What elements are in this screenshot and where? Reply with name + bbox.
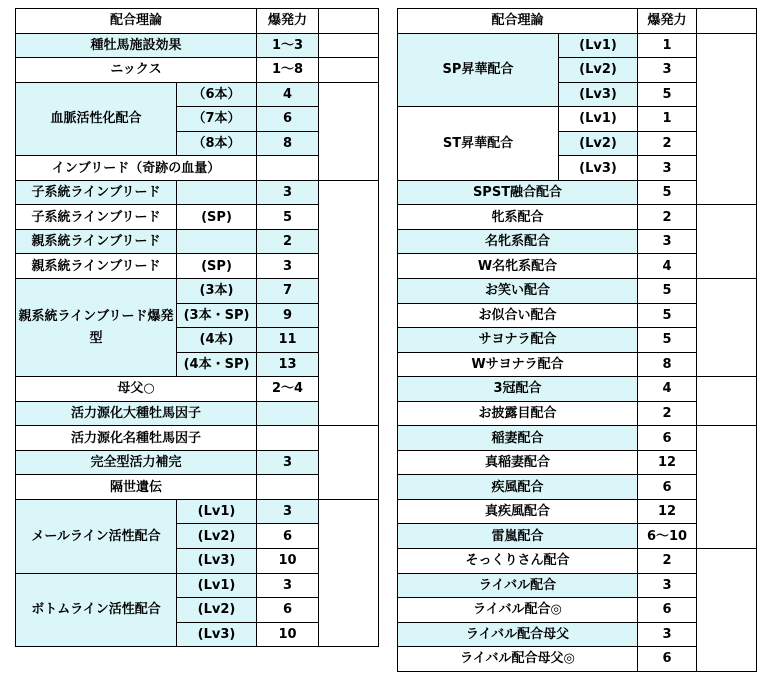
row-value: 6: [257, 524, 319, 549]
header-power: 爆発力: [257, 9, 319, 34]
row-name: 親系統ラインブリード: [16, 229, 177, 254]
row-value: 3: [638, 229, 697, 254]
row-sub: （8本）: [177, 131, 257, 156]
row-name: 雷嵐配合: [398, 524, 638, 549]
row-value: 3: [257, 573, 319, 598]
row-name: お笑い配合: [398, 279, 638, 304]
row-name: 血脈活性化配合: [16, 82, 177, 156]
table-row: [398, 377, 757, 402]
row-sub: [177, 229, 257, 254]
row-name: 牝系配合: [398, 205, 638, 230]
row-value: 10: [257, 622, 319, 647]
row-name: SPST融合配合: [398, 180, 638, 205]
row-name: 真稲妻配合: [398, 450, 638, 475]
row-name: ライバル配合◎: [398, 598, 638, 623]
header-theory: 配合理論: [398, 9, 638, 34]
row-empty: [319, 180, 379, 425]
row-value: 5: [638, 180, 697, 205]
row-sub: (4本・SP): [177, 352, 257, 377]
row-empty: [319, 33, 379, 58]
row-value: [257, 401, 319, 426]
row-name: ライバル配合: [398, 573, 638, 598]
row-name: 子系統ラインブリード: [16, 205, 177, 230]
row-value: 6: [638, 475, 697, 500]
row-name: ライバル配合母父: [398, 622, 638, 647]
row-sub: (Lv2): [559, 58, 638, 83]
row-name: 隔世遺伝: [16, 475, 257, 500]
row-value: 10: [257, 549, 319, 574]
table-row: [16, 426, 379, 451]
row-name: ST昇華配合: [398, 107, 559, 181]
header-theory: 配合理論: [16, 9, 257, 34]
row-value: 2: [638, 549, 697, 574]
table-row: [16, 499, 379, 524]
row-empty: [319, 82, 379, 180]
row-name: 活力源化大種牡馬因子: [16, 401, 257, 426]
row-sub: (Lv2): [559, 131, 638, 156]
row-name: 完全型活力補完: [16, 450, 257, 475]
row-name: 名牝系配合: [398, 229, 638, 254]
row-value: 13: [257, 352, 319, 377]
row-sub: (SP): [177, 254, 257, 279]
row-name: 母父○: [16, 377, 257, 402]
row-name: 親系統ラインブリード爆発型: [16, 279, 177, 377]
row-name: Wサヨナラ配合: [398, 352, 638, 377]
row-value: 3: [257, 180, 319, 205]
row-value: 8: [257, 131, 319, 156]
row-empty: [697, 549, 757, 672]
row-sub: (Lv1): [559, 107, 638, 132]
table-row: [16, 180, 379, 205]
row-name: そっくりさん配合: [398, 549, 638, 574]
row-value: [257, 475, 319, 500]
row-value: 9: [257, 303, 319, 328]
row-value: 1: [638, 107, 697, 132]
row-value: 2: [638, 401, 697, 426]
row-value: 5: [638, 82, 697, 107]
row-sub: (Lv2): [177, 524, 257, 549]
row-name: ボトムライン活性配合: [16, 573, 177, 647]
row-value: 12: [638, 499, 697, 524]
header-power: 爆発力: [638, 9, 697, 34]
row-name: 疾風配合: [398, 475, 638, 500]
row-sub: (SP): [177, 205, 257, 230]
row-name: お似合い配合: [398, 303, 638, 328]
row-value: 5: [638, 328, 697, 353]
row-value: 6: [257, 107, 319, 132]
left-theory-table: [15, 8, 379, 647]
row-name: 活力源化名種牡馬因子: [16, 426, 257, 451]
row-sub: (Lv1): [177, 499, 257, 524]
row-sub: （6本）: [177, 82, 257, 107]
row-value: 6: [638, 647, 697, 672]
row-value: [257, 426, 319, 451]
row-value: 3: [638, 573, 697, 598]
row-value: [257, 156, 319, 181]
row-sub: (Lv3): [177, 549, 257, 574]
row-name: 種牡馬施設効果: [16, 33, 257, 58]
row-empty: [697, 426, 757, 549]
row-value: 12: [638, 450, 697, 475]
table-row: [16, 33, 379, 58]
row-empty: [319, 499, 379, 646]
table-row: [16, 82, 379, 107]
row-value: 1～3: [257, 33, 319, 58]
row-name: インブリード（奇跡の血量）: [16, 156, 257, 181]
row-value: 3: [638, 622, 697, 647]
row-value: 1～8: [257, 58, 319, 83]
row-value: 1: [638, 33, 697, 58]
row-value: 3: [638, 156, 697, 181]
row-value: 6: [257, 598, 319, 623]
row-value: 3: [638, 58, 697, 83]
table-header-row: [16, 9, 379, 34]
row-name: メールライン活性配合: [16, 499, 177, 573]
row-value: 4: [638, 377, 697, 402]
row-value: 3: [257, 499, 319, 524]
row-value: 3: [257, 450, 319, 475]
row-value: 4: [638, 254, 697, 279]
row-name: 親系統ラインブリード: [16, 254, 177, 279]
row-name: 3冠配合: [398, 377, 638, 402]
row-value: 11: [257, 328, 319, 353]
row-empty: [697, 377, 757, 426]
row-value: 5: [638, 279, 697, 304]
row-empty: [319, 58, 379, 83]
row-value: 5: [257, 205, 319, 230]
row-value: 7: [257, 279, 319, 304]
row-sub: (3本): [177, 279, 257, 304]
row-name: お披露目配合: [398, 401, 638, 426]
row-value: 4: [257, 82, 319, 107]
row-empty: [697, 279, 757, 377]
table-row: [398, 279, 757, 304]
row-name: 子系統ラインブリード: [16, 180, 177, 205]
table-header-row: [398, 9, 757, 34]
row-name: ニックス: [16, 58, 257, 83]
row-sub: (Lv3): [559, 82, 638, 107]
row-value: 5: [638, 303, 697, 328]
row-sub: (Lv2): [177, 598, 257, 623]
row-sub: (Lv3): [177, 622, 257, 647]
row-sub: (Lv1): [177, 573, 257, 598]
row-sub: (4本): [177, 328, 257, 353]
row-value: 8: [638, 352, 697, 377]
row-value: 3: [257, 254, 319, 279]
row-sub: (Lv1): [559, 33, 638, 58]
row-value: 6: [638, 598, 697, 623]
row-sub: (Lv3): [559, 156, 638, 181]
row-name: 稲妻配合: [398, 426, 638, 451]
row-name: サヨナラ配合: [398, 328, 638, 353]
row-empty: [319, 426, 379, 500]
right-theory-table: [397, 8, 757, 672]
row-sub: （7本）: [177, 107, 257, 132]
header-empty: [319, 9, 379, 34]
header-empty: [697, 9, 757, 34]
row-empty: [697, 33, 757, 205]
row-value: 2: [638, 131, 697, 156]
table-row: [398, 549, 757, 574]
table-row: [398, 33, 757, 58]
row-value: 2: [638, 205, 697, 230]
row-sub: (3本・SP): [177, 303, 257, 328]
row-value: 6～10: [638, 524, 697, 549]
table-row: [398, 426, 757, 451]
row-name: 真疾風配合: [398, 499, 638, 524]
row-name: ライバル配合母父◎: [398, 647, 638, 672]
row-empty: [697, 205, 757, 279]
table-row: [16, 58, 379, 83]
row-value: 2: [257, 229, 319, 254]
row-name: W名牝系配合: [398, 254, 638, 279]
row-name: SP昇華配合: [398, 33, 559, 107]
table-row: [398, 205, 757, 230]
row-value: 2～4: [257, 377, 319, 402]
row-sub: [177, 180, 257, 205]
row-value: 6: [638, 426, 697, 451]
